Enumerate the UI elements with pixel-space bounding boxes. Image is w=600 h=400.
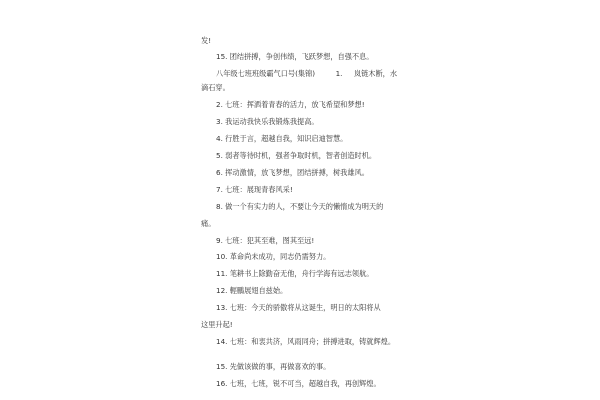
- text-line-2: 15. 团结拼搏，争创伟绩，飞跃梦想，自强不息。: [216, 52, 374, 61]
- text-line-21: 16. 七班，七班，锐不可当，超越自我，再创辉煌。: [216, 379, 381, 388]
- text-line-6: 3. 我运动我快乐我锻炼我提高。: [216, 117, 319, 126]
- text-line-15: 11. 笔耕书上除勤奋无他，舟行学海有远志领航。: [216, 269, 374, 278]
- text-line-11: 8. 做一个有实力的人，不要让今天的懒惰成为明天的: [216, 202, 384, 211]
- text-line-5: 2. 七班：挥洒着青春的活力，放飞希望和梦想!: [216, 100, 365, 109]
- text-line-16: 12. 輕鵬展翅自兹始。: [216, 286, 288, 295]
- text-line-1: 发!: [201, 36, 212, 45]
- text-line-18: 这里升起!: [201, 320, 233, 329]
- text-line-20: 15. 先做该做的事，再做喜欢的事。: [216, 362, 331, 371]
- text-line-8: 5. 弱者等待时机，强者争取时机，智者创造时机。: [216, 151, 377, 160]
- text-line-9: 6. 挥动激情，放飞梦想，团结拼搏，树我雄风。: [216, 168, 369, 177]
- text-line-13: 9. 七班：犯其至难，图其至远!: [216, 236, 315, 245]
- text-line-14: 10. 革命尚未成功，同志仍需努力。: [216, 252, 331, 261]
- text-line-3: 八年级七班班级霸气口号(集锦) 1. 岚链木断，水: [216, 69, 398, 78]
- text-line-4: 滴石穿。: [201, 83, 230, 92]
- text-line-12: 痛。: [201, 219, 216, 228]
- text-line-10: 7. 七班：展现青春风采!: [216, 185, 293, 194]
- text-line-19: 14. 七班：和衷共济，风雨同舟；拼搏进取，铸就辉煌。: [216, 337, 396, 346]
- text-line-7: 4. 行胜于言，超越自我，知识启迪智慧。: [216, 134, 348, 143]
- text-line-3-tail: 岚链木断，水: [353, 69, 398, 78]
- text-line-17: 13. 七班：今天的骄傲将从这诞生，明日的太阳将从: [216, 303, 381, 312]
